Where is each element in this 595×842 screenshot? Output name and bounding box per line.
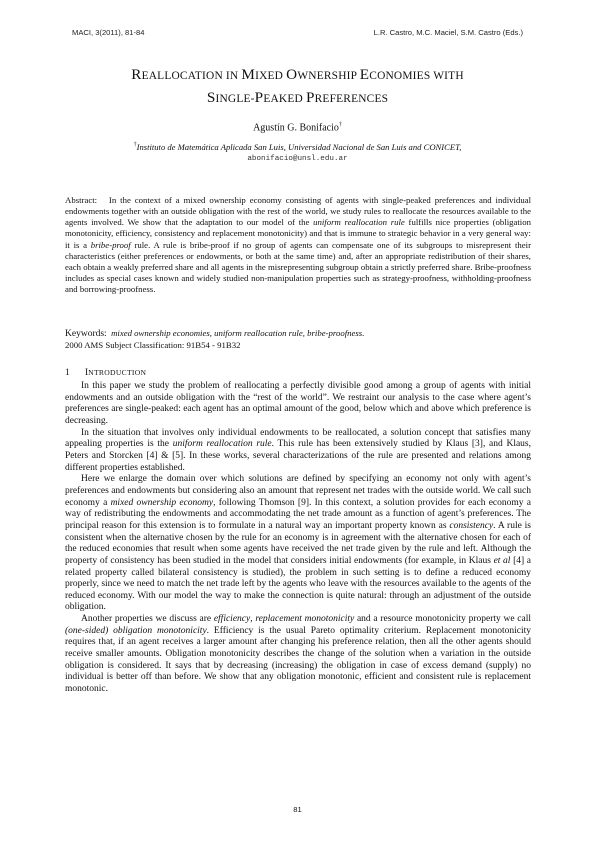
affiliation-mark: †	[133, 142, 137, 149]
title-word-rest: EAKED	[263, 93, 306, 105]
paper-title	[72, 64, 523, 110]
title-word-rest: INGLE-	[215, 93, 255, 105]
title-word-cap: O	[286, 66, 298, 83]
title-word-rest: CONOMIES WITH	[369, 70, 464, 82]
paragraph-text: . This rule has been extensively studied by Klaus [3], and Klaus, Peters and Storcken [4] & [5]. In these works, several characterizations of the rule are presented and relations among different properties established.	[65, 439, 531, 473]
keywords-label: Keywords:	[65, 329, 107, 339]
paragraph-4	[65, 614, 531, 696]
page-number: 81	[293, 805, 302, 814]
abstract-emph-1: uniform reallocation rule	[313, 217, 405, 228]
title-word-rest: IXED	[255, 70, 287, 82]
paragraph-emph: uniform reallocation rule	[172, 439, 272, 450]
author-email[interactable]: abonifacio@unsl.edu.ar	[247, 155, 348, 163]
title-word-cap: S	[206, 89, 216, 106]
paragraph-text: In the situation that involves only individual endowments to be reallocated, a solution concept that satisfies many appealing properties is the	[65, 427, 531, 450]
title-word-cap: E	[359, 66, 370, 83]
paragraph-text: . A rule is consistent when the alternative chosen by the rule for an economy is in agreement with the alternative chosen for each of the reduced economies that result when some agents have received the net trade given by the rule and left. Although the property of consistency has been studied in the model that considers initial endowments (for example, in Klaus	[65, 520, 531, 566]
paragraph-emph: consistency	[449, 520, 494, 531]
paragraph-text: ,	[250, 614, 256, 625]
title-word-cap: P	[254, 89, 264, 106]
section-title-cap: I	[85, 368, 89, 378]
section-body	[65, 381, 531, 696]
paragraph-emph: et al	[493, 555, 511, 566]
paragraph-text: . Efficiency is the usual Pareto optimality criterium. Replacement monotonicity requires that, if an agent receives a larger amount after changing his preference relation, then all the other agents should receive smaller amounts. Obligation monotonicity describes the change of the solution when a variation in the outside obligation is considered. It says that by decreasing (increasing) the obligation in case of excess demand (supply) no individual is better off than before. We show that any obligation monotonic, efficient and consistent rule is replacement monotonic.	[65, 625, 531, 695]
paragraph-2	[65, 428, 531, 475]
section-number: 1	[65, 368, 70, 378]
paragraph-text: Here we enlarge the domain over which solutions are defined by specifying an economy not only with agent’s preferences and endowments but considering also an amount that represent net trades with the outside world. We call such economy a	[65, 474, 531, 508]
paragraph-text: [4] a related property called bilateral consistency is studied), the problem in such setting is to define a reduced economy properly, since we need to match the net trade left by the agents who leave with the resources available to the agents of the reduced economy. With our model the way to make the connection is quite natural: through an adjustment of the outside obligation.	[65, 555, 532, 613]
abstract-label: Abstract:	[65, 195, 98, 205]
title-line-1	[72, 64, 523, 87]
paragraph-1: In this paper we study the problem of reallocating a perfectly divisible good among a group of agents with initial endowments and an outside obligation with the “rest of the world”. We restraint our analysis to the case where agent’s preferences are single-peaked: each agent has an optimal amount of the good, below which and above which preference is decreasing.	[65, 381, 531, 426]
affiliation	[72, 142, 523, 152]
author-name: Agustín G. Bonifacio	[253, 122, 339, 134]
section-title-rest: NTRODUCTION	[88, 368, 147, 377]
title-word-rest: WNERSHIP	[297, 70, 360, 82]
msc-classification: 2000 AMS Subject Classification: 91B54 - 91B32	[65, 340, 241, 351]
paragraph-emph: replacement monotonicity	[255, 614, 355, 625]
paragraph-emph: mixed ownership economy	[110, 497, 214, 508]
title-word-rest: REFERENCES	[314, 93, 389, 105]
keywords-value: mixed ownership economies, uniform reallocation rule, bribe-proofness.	[111, 328, 365, 338]
abstract-text-2: fulfills nice properties (obligation monotonicity, efficiency, consistency and replacement monotonicity) and that is immune to strategic behavior in a very general way: it is a	[65, 217, 531, 250]
paragraph-text: and a resource monotonicity property we call	[354, 614, 531, 625]
paragraph-emph: efficiency	[213, 614, 251, 625]
paragraph-text: , following Thomson [9]. In this context, a solution provides for each economy a way of redistributing the endowments and accommodating the net trade amount as a function of agent’s preferences. The principal reason for this extension is to formulate in a natural way an important property known as	[65, 497, 531, 531]
affiliation-text: Instituto de Matemática Aplicada San Luis, Universidad Nacional de San Luis and CONICET,	[136, 142, 462, 152]
title-line-2	[72, 87, 523, 110]
paragraph-emph: (one-sided) obligation monotonicity	[65, 625, 207, 636]
title-word-rest: EALLOCATION IN	[141, 70, 242, 82]
running-header-right: L.R. Castro, M.C. Maciel, S.M. Castro (Eds.)	[373, 28, 523, 37]
author-footnote-mark: †	[338, 122, 342, 128]
keywords-block	[65, 328, 531, 351]
abstract-emph-2: bribe-proof	[90, 239, 131, 250]
title-word-cap: P	[305, 89, 315, 106]
abstract	[65, 195, 531, 295]
title-word-cap: R	[131, 66, 142, 83]
author-line	[72, 122, 523, 133]
running-header-left: MACI, 3(2011), 81-84	[72, 28, 145, 37]
paragraph-text: Another properties we discuss are	[81, 614, 214, 625]
title-word-cap: M	[241, 66, 256, 83]
paragraph-3	[65, 474, 531, 614]
abstract-text-3: rule. A rule is bribe-proof if no group of agents can compensate one of its subgroups to misrepresent their characteristics (either preferences or endowments, or both at the same time) and, after an appropriate redistribution of their shares, each obtain a weakly preferred share and all agents in the misrepresenting subgroup obtain a strictly preferred share. Bribe-proofness includes as special cases known and widely studied non-manipulation properties such as strategy-proofness, withholding-proofness and borrowing-proofness.	[65, 239, 531, 295]
section-heading	[65, 368, 146, 378]
abstract-text-1: In the context of a mixed ownership economy consisting of agents with single-peaked preferences and individual endowments together with an outside obligation with the rest of the world, we study rules to reallocate the resources available to the agents involved. We show that the adaptation to our model of the	[65, 195, 532, 228]
